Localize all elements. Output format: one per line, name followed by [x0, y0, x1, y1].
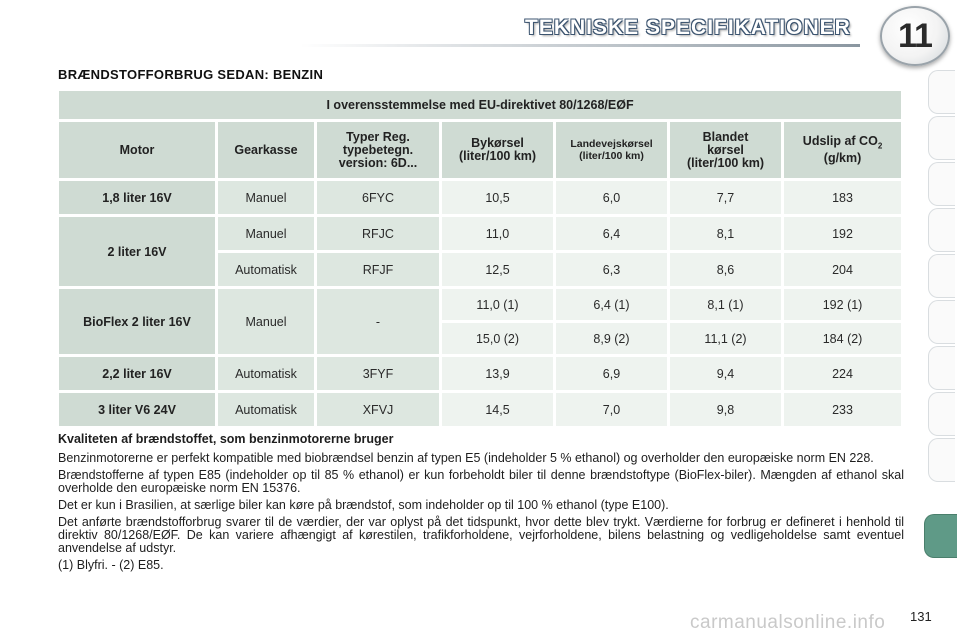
page-header-title: TEKNISKE SPECIFIKATIONER [525, 16, 851, 39]
chapter-tab-active[interactable] [924, 514, 957, 558]
cell-bykorsel: 13,9 [442, 357, 553, 390]
header-co2-text: Udslip af CO [802, 133, 878, 148]
cell-type: RFJF [317, 253, 439, 286]
header-gearkasse: Gearkasse [218, 122, 314, 178]
header-blandet-line: kørsel [707, 142, 744, 157]
cell-landevej: 6,4 [556, 217, 667, 250]
header-blandet [670, 122, 781, 178]
cell-landevej: 6,9 [556, 357, 667, 390]
chapter-badge [880, 6, 950, 66]
cell-co2: 224 [784, 357, 901, 390]
cell-blandet: 11,1 (2) [670, 323, 781, 354]
cell-landevej: 7,0 [556, 393, 667, 426]
cell-type: RFJC [317, 217, 439, 250]
header-type [317, 122, 439, 178]
cell-type: 6FYC [317, 181, 439, 214]
cell-blandet: 7,7 [670, 181, 781, 214]
header-landevej-line: Landevejskørsel [570, 138, 653, 150]
notes-paragraph: Benzinmotorerne er perfekt kompatible med biobrændsel benzin af typen E5 (indeholder 5 % ethanol) og overholder den europæiske norm EN 228. [58, 451, 874, 465]
cell-blandet: 9,8 [670, 393, 781, 426]
table-caption: I overensstemmelse med EU-direktivet 80/1268/EØF [59, 91, 901, 119]
watermark: carmanualsonline.info [690, 612, 886, 633]
chapter-tabs [928, 70, 960, 570]
cell-co2: 192 (1) [784, 289, 901, 320]
chapter-tab[interactable] [928, 392, 955, 436]
chapter-tab[interactable] [928, 208, 955, 252]
row-motor: 2 liter 16V [59, 217, 215, 286]
chapter-tab[interactable] [928, 300, 955, 344]
cell-gearkasse: Automatisk [218, 357, 314, 390]
cell-gearkasse: Automatisk [218, 393, 314, 426]
cell-landevej: 6,0 [556, 181, 667, 214]
cell-landevej: 6,3 [556, 253, 667, 286]
fuel-consumption-table [56, 88, 904, 429]
cell-co2: 192 [784, 217, 901, 250]
row-motor: 3 liter V6 24V [59, 393, 215, 426]
header-type-line: typebetegn. [342, 142, 414, 157]
notes-paragraph: Det er kun i Brasilien, at særlige biler kan køre på brændstof, som indeholder op til 100 % ethanol (type E100). [58, 498, 669, 512]
header-blandet-line: Blandet [702, 129, 749, 144]
cell-gearkasse: Manuel [218, 289, 314, 354]
cell-gearkasse: Automatisk [218, 253, 314, 286]
cell-bykorsel: 15,0 (2) [442, 323, 553, 354]
cell-type: 3FYF [317, 357, 439, 390]
cell-gearkasse: Manuel [218, 217, 314, 250]
header-bykorsel-line: (liter/100 km) [458, 149, 537, 163]
header-type-line: version: 6D... [338, 155, 418, 170]
chapter-tab[interactable] [928, 254, 955, 298]
chapter-tab[interactable] [928, 438, 955, 482]
cell-bykorsel: 12,5 [442, 253, 553, 286]
cell-bykorsel: 14,5 [442, 393, 553, 426]
header-co2 [784, 122, 901, 178]
cell-blandet: 8,1 (1) [670, 289, 781, 320]
header-landevej-line: (liter/100 km) [579, 150, 644, 162]
cell-type: XFVJ [317, 393, 439, 426]
cell-blandet: 8,1 [670, 217, 781, 250]
cell-landevej: 6,4 (1) [556, 289, 667, 320]
row-motor: BioFlex 2 liter 16V [59, 289, 215, 354]
cell-type: - [317, 289, 439, 354]
chapter-tab[interactable] [928, 70, 955, 114]
header-motor: Motor [59, 122, 215, 178]
row-motor: 1,8 liter 16V [59, 181, 215, 214]
header-co2-subscript: 2 [877, 141, 883, 151]
header-bykorsel-line: Bykørsel [471, 136, 524, 150]
cell-bykorsel: 11,0 (1) [442, 289, 553, 320]
cell-gearkasse: Manuel [218, 181, 314, 214]
page-number: 131 [910, 609, 932, 624]
fuel-quality-notes [58, 433, 904, 576]
cell-co2: 183 [784, 181, 901, 214]
header-bykorsel [442, 122, 553, 178]
cell-bykorsel: 10,5 [442, 181, 553, 214]
cell-blandet: 8,6 [670, 253, 781, 286]
cell-landevej: 8,9 (2) [556, 323, 667, 354]
header-type-line: Typer Reg. [346, 129, 410, 144]
header-rule [300, 44, 860, 47]
row-motor: 2,2 liter 16V [59, 357, 215, 390]
notes-paragraph: Brændstofferne af typen E85 (indeholder op til 85 % ethanol) er kun forbeholdt biler til denne brændstoftype (BioFlex-biler). Mængden af ethanol skal overholde den europæiske norm EN 15376. [58, 468, 904, 495]
notes-footnote: (1) Blyfri. - (2) E85. [58, 558, 164, 572]
chapter-number: 11 [898, 16, 932, 55]
chapter-tab[interactable] [928, 346, 955, 390]
cell-co2: 184 (2) [784, 323, 901, 354]
chapter-tab[interactable] [928, 162, 955, 206]
header-co2-line [786, 135, 899, 153]
notes-paragraph: Det anførte brændstofforbrug svarer til de værdier, der var oplyst på det tidspunkt, hvor dette blev trykt. Værdierne for forbrug er defineret i henhold til direktiv 80/1268/EØF. De kan variere afhængigt af kørestilen, trafikforholdene, vejrforholdene, bilens belastning og vedligeholdelse samt eventuel anvendelse af udstyr. [58, 515, 904, 555]
header-co2-line: (g/km) [823, 151, 862, 166]
cell-co2: 204 [784, 253, 901, 286]
notes-heading: Kvaliteten af brændstoffet, som benzinmotorerne bruger [58, 432, 394, 446]
section-title: BRÆNDSTOFFORBRUG SEDAN: BENZIN [58, 67, 324, 82]
cell-co2: 233 [784, 393, 901, 426]
cell-blandet: 9,4 [670, 357, 781, 390]
header-landevejskorsel [556, 122, 667, 178]
cell-bykorsel: 11,0 [442, 217, 553, 250]
chapter-tab[interactable] [928, 116, 955, 160]
header-blandet-line: (liter/100 km) [686, 155, 765, 170]
